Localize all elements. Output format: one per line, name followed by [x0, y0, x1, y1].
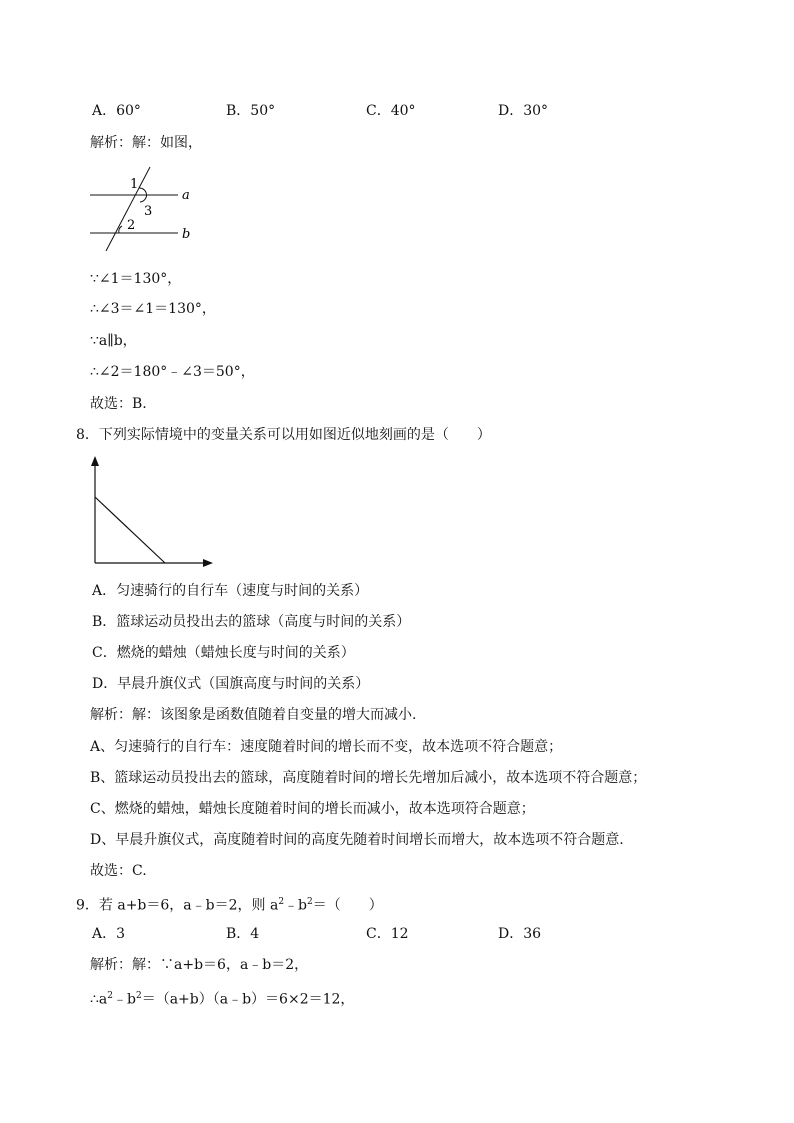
q8-option-b: B．篮球运动员投出去的篮球（高度与时间的关系）: [92, 614, 411, 630]
q8-option-a: A．匀速骑行的自行车（速度与时间的关系）: [92, 583, 369, 599]
q7-step-2: ∴∠3＝∠1＝130°，: [90, 301, 216, 317]
q7-option-b: B．50°: [226, 103, 276, 119]
q8-answer: 故选：C.: [90, 863, 147, 879]
angle-2-label: 2: [127, 218, 136, 233]
q7-option-c: C．40°: [366, 103, 416, 119]
y-axis-arrow: [91, 456, 99, 466]
q8-analysis-intro: 解析：解：该图象是函数值随着自变量的增大而减小.: [90, 707, 417, 723]
line-a-label: a: [182, 188, 190, 203]
q7-analysis-intro: 解析：解：如图，: [90, 135, 202, 151]
q7-step-4: ∴∠2＝180°﹣∠3＝50°，: [90, 364, 255, 380]
q9-analysis-step: $\therefore a^2﹣b^2=(a+b)(a﹣b)=6\times 2=12$，: [90, 991, 355, 1008]
line-b-label: b: [182, 227, 191, 242]
q8-analysis-b: B、篮球运动员投出去的篮球，高度随着时间的增长先增加后减小，故本选项不符合题意；: [90, 770, 647, 786]
decreasing-line: [95, 497, 165, 563]
q9-option-d: D．36: [498, 926, 542, 942]
q8-analysis-c: C、燃烧的蜡烛，蜡烛长度随着时间的增长而减小，故本选项符合题意；: [90, 801, 535, 817]
q8-analysis-a: A、匀速骑行的自行车：速度随着时间的增长而不变，故本选项不符合题意；: [90, 739, 563, 755]
x-axis-arrow: [203, 559, 213, 567]
q7-step-3: ∵a∥b，: [90, 333, 137, 349]
q8-option-c: C．燃烧的蜡烛（蜡烛长度与时间的关系）: [92, 645, 355, 661]
angle-3-label: 3: [144, 204, 153, 219]
q7-option-d: D．30°: [498, 103, 549, 119]
q9-option-c: C．12: [366, 926, 409, 942]
angle-1-label: 1: [130, 177, 139, 192]
q7-step-1: ∵∠1＝130°，: [90, 271, 182, 287]
q9-option-a: A．3: [92, 926, 126, 942]
q9-stem: 9．若 a+b＝6，a﹣b＝2，则 $a^2﹣b^2=$（ ）: [76, 897, 383, 914]
q8-stem: 8．下列实际情境中的变量关系可以用如图近似地刻画的是（ ）: [76, 427, 491, 443]
q9-option-b: B．4: [226, 926, 260, 942]
q9-analysis-intro: 解析：解：∵a+b＝6，a﹣b＝2，: [90, 957, 309, 973]
q8-option-d: D．早晨升旗仪式（国旗高度与时间的关系）: [92, 676, 370, 692]
q8-analysis-d: D、早晨升旗仪式，高度随着时间的高度先随着时间增长而增大，故本选项不符合题意.: [90, 832, 624, 848]
q7-answer: 故选：B.: [90, 396, 147, 412]
q7-option-a: A．60°: [92, 103, 141, 119]
